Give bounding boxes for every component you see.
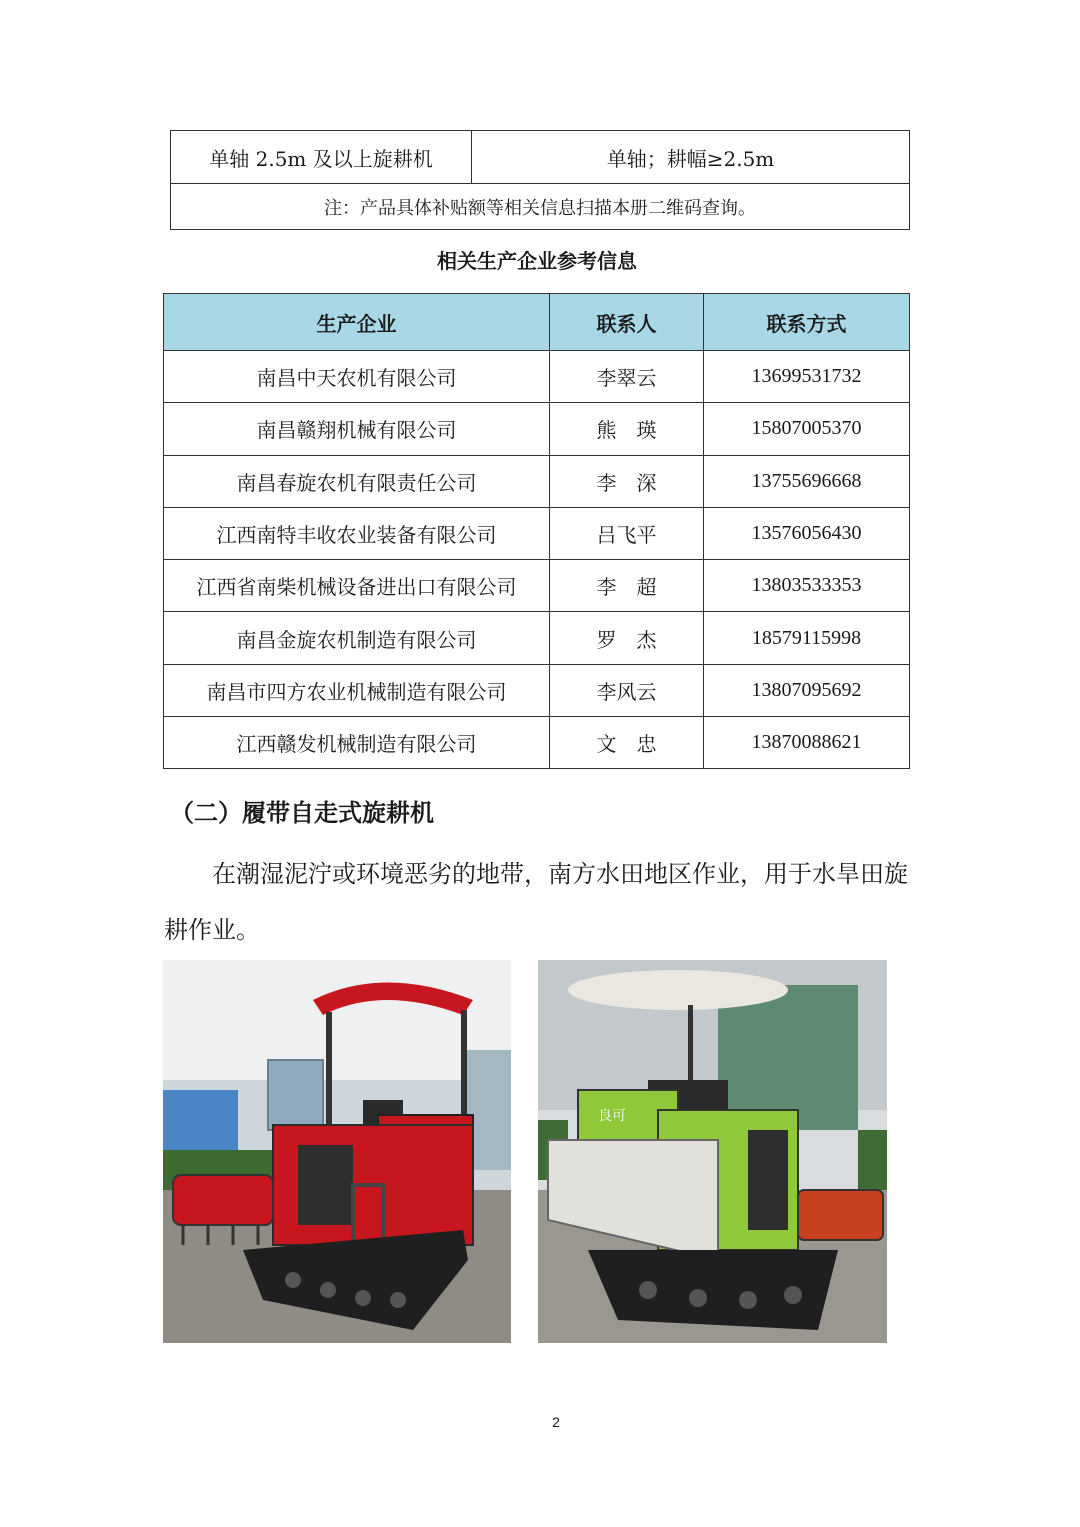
green-tiller-photo (538, 960, 887, 1343)
phone-number: 13870088621 (704, 717, 910, 769)
contact-name: 李 超 (550, 560, 704, 612)
contact-name: 李 深 (550, 455, 704, 507)
spec-cell: 单轴；耕幅≥2.5m (472, 131, 910, 184)
table-note: 注：产品具体补贴额等相关信息扫描本册二维码查询。 (171, 184, 910, 230)
table-row (164, 507, 910, 559)
section-heading: （二）履带自走式旋耕机 (170, 799, 434, 827)
phone-number: 13807095692 (704, 664, 910, 716)
machine-cell: 单轴 2.5m 及以上旋耕机 (171, 131, 472, 184)
contact-name: 罗 杰 (550, 612, 704, 664)
brand-logo-text: 良可 (598, 1108, 626, 1124)
table-row (164, 455, 910, 507)
company-name: 南昌春旋农机有限责任公司 (164, 455, 550, 507)
header-contact: 联系人 (550, 294, 704, 351)
table-row (164, 560, 910, 612)
phone-number: 13803533353 (704, 560, 910, 612)
company-name: 江西省南柴机械设备进出口有限公司 (164, 560, 550, 612)
company-name: 南昌金旋农机制造有限公司 (164, 612, 550, 664)
header-company: 生产企业 (164, 294, 550, 351)
phone-number: 13699531732 (704, 351, 910, 403)
companies-caption: 相关生产企业参考信息 (437, 249, 637, 273)
contact-name: 李风云 (550, 664, 704, 716)
section-paragraph: 在潮湿泥泞或环境恶劣的地带，南方水田地区作业，用于水旱田旋耕作业。 (164, 860, 908, 944)
phone-number: 13576056430 (704, 507, 910, 559)
page-number: 2 (552, 1414, 560, 1430)
table-row (164, 717, 910, 769)
company-name: 南昌中天农机有限公司 (164, 351, 550, 403)
contact-name: 熊 瑛 (550, 403, 704, 455)
company-name: 南昌赣翔机械有限公司 (164, 403, 550, 455)
company-name: 江西南特丰收农业装备有限公司 (164, 507, 550, 559)
companies-table (163, 293, 910, 769)
contact-name: 文 忠 (550, 717, 704, 769)
company-name: 南昌市四方农业机械制造有限公司 (164, 664, 550, 716)
red-tiller-photo (163, 960, 511, 1343)
table-header-row (164, 294, 910, 351)
company-name: 江西赣发机械制造有限公司 (164, 717, 550, 769)
contact-name: 李翠云 (550, 351, 704, 403)
spec-row (171, 131, 910, 184)
contact-name: 吕飞平 (550, 507, 704, 559)
phone-number: 13755696668 (704, 455, 910, 507)
header-phone: 联系方式 (704, 294, 910, 351)
table-row (164, 403, 910, 455)
table-row (164, 612, 910, 664)
table-row (164, 664, 910, 716)
phone-number: 18579115998 (704, 612, 910, 664)
table-row (164, 351, 910, 403)
phone-number: 15807005370 (704, 403, 910, 455)
spec-table (170, 130, 910, 230)
